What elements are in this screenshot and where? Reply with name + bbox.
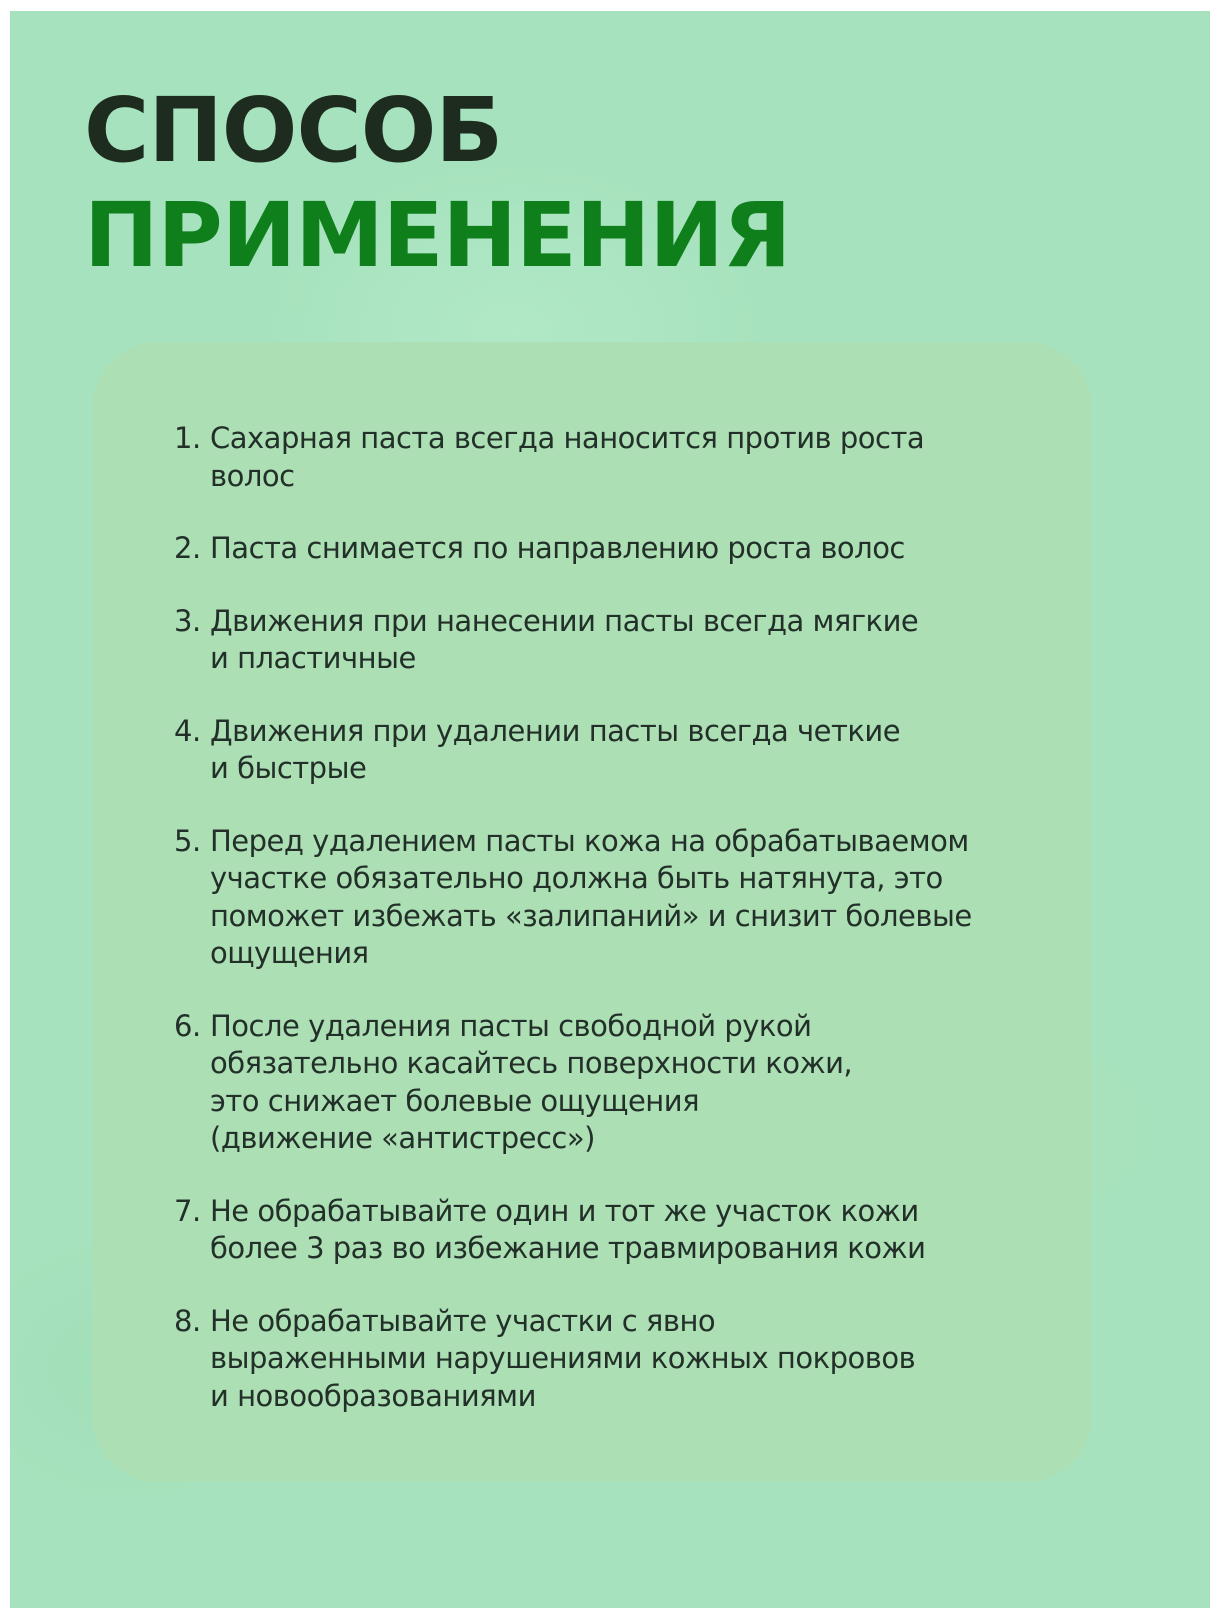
step-text-line: это снижает болевые ощущения — [210, 1083, 700, 1118]
step-text-line: Не обрабатывайте один и тот же участок кожи — [210, 1193, 919, 1228]
step-text-line: и быстрые — [210, 751, 367, 785]
steps-list — [174, 420, 1034, 1450]
step-number: 4. — [174, 713, 201, 748]
step-3 — [174, 603, 1034, 678]
page-title — [84, 78, 790, 288]
step-text-line: Перед удалением пасты кожа на обрабатываемом — [210, 823, 969, 858]
step-text-line: и пластичные — [210, 641, 416, 675]
title-line-2: ПРИМЕНЕНИЯ — [84, 183, 791, 287]
step-text-line: Движения при нанесении пасты всегда мягкие — [210, 603, 919, 638]
title-line-1: СПОСОБ — [84, 78, 503, 182]
step-text-line: участке обязательно должна быть натянута, это — [210, 861, 943, 895]
step-number: 3. — [174, 603, 201, 638]
step-text-line: Не обрабатывайте участки с явно — [210, 1303, 716, 1338]
step-8 — [174, 1303, 1034, 1416]
step-2 — [174, 530, 1034, 568]
step-text-line: и новообразованиями — [210, 1378, 536, 1413]
step-text-line: После удаления пасты свободной рукой — [210, 1008, 812, 1043]
step-text-line: волос — [210, 458, 295, 493]
step-number: 5. — [174, 823, 201, 858]
step-1 — [174, 420, 1034, 495]
step-number: 6. — [174, 1008, 201, 1043]
step-5 — [174, 823, 1034, 973]
step-text-line: поможет избежать «залипаний» и снизит болевые — [210, 898, 972, 933]
step-7 — [174, 1193, 1034, 1268]
step-number: 7. — [174, 1193, 201, 1228]
step-number: 1. — [174, 421, 201, 455]
step-text-line: выраженными нарушениями кожных покровов — [210, 1341, 916, 1375]
step-number: 8. — [174, 1303, 201, 1338]
step-4 — [174, 713, 1034, 788]
step-number: 2. — [174, 531, 201, 565]
step-text-line: Паста снимается по направлению роста волос — [210, 531, 905, 565]
step-text-line: Сахарная паста всегда наносится против роста — [210, 421, 925, 455]
step-text-line: Движения при удалении пасты всегда четкие — [210, 713, 901, 748]
step-text-line: обязательно касайтесь поверхности кожи, — [210, 1046, 853, 1080]
step-6 — [174, 1008, 1034, 1158]
step-text-line: более 3 раз во избежание травмирования кожи — [210, 1231, 926, 1265]
step-text-line: (движение «антистресс») — [210, 1121, 595, 1155]
step-text-line: ощущения — [210, 936, 369, 970]
